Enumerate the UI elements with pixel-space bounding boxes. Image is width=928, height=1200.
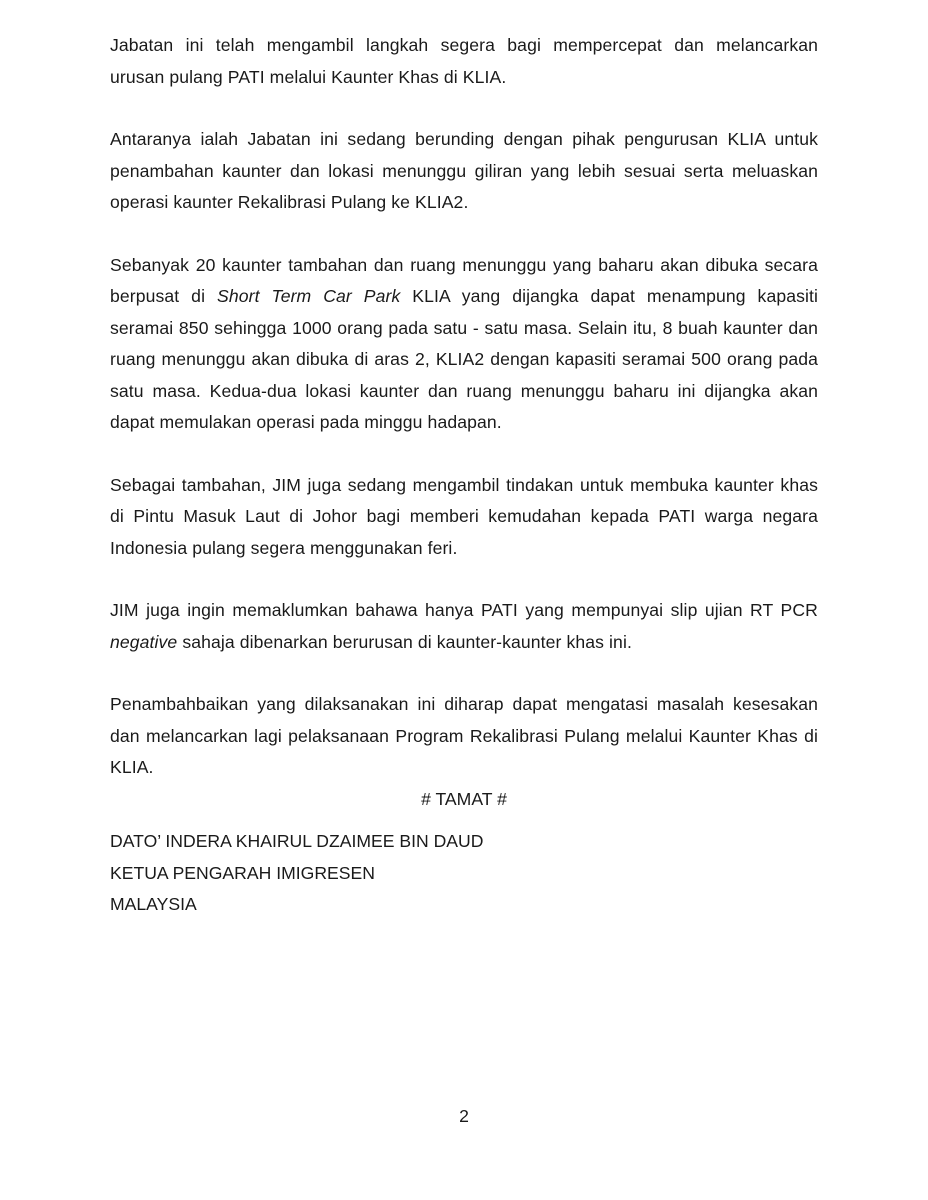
paragraph-line: [110, 721, 818, 753]
paragraph: [110, 470, 818, 565]
paragraph-line: [110, 689, 818, 721]
signatory-title: KETUA PENGARAH IMIGRESEN: [110, 862, 375, 883]
paragraph: [110, 595, 818, 658]
paragraph-line: [110, 344, 818, 376]
signatory-name: DATO’ INDERA KHAIRUL DZAIMEE BIN DAUD: [110, 831, 484, 851]
text-segment: operasi kaunter Rekalibrasi Pulang ke KLIA2.: [110, 192, 469, 212]
paragraph: [110, 250, 818, 439]
paragraph-line: [110, 407, 818, 439]
paragraph-line: [110, 30, 818, 62]
text-segment: seramai 850 sehingga 1000 orang pada satu - satu masa. Selain itu, 8 buah kaunter dan: [110, 317, 818, 338]
paragraph-line: [110, 124, 818, 156]
paragraph-line: [110, 533, 818, 565]
text-segment: Jabatan ini telah mengambil langkah segera bagi mempercepat dan melancarkan: [110, 35, 818, 55]
text-segment: Indonesia pulang segera menggunakan feri.: [110, 537, 458, 558]
text-segment: berpusat di: [110, 286, 217, 306]
paragraph-line: [110, 752, 818, 784]
paragraph: [110, 30, 818, 93]
paragraph: [110, 124, 818, 219]
text-segment: Sebagai tambahan, JIM juga sedang mengambil tindakan untuk membuka kaunter khas: [110, 474, 818, 495]
text-segment: KLIA yang dijangka dapat menampung kapasiti: [400, 286, 819, 306]
text-segment: Penambahbaikan yang dilaksanakan ini diharap dapat mengatasi masalah kesesakan: [110, 694, 818, 714]
signatory-country: MALAYSIA: [110, 894, 197, 914]
text-segment: urusan pulang PATI melalui Kaunter Khas di KLIA.: [110, 66, 507, 87]
text-segment: penambahan kaunter dan lokasi menunggu giliran yang lebih sesuai serta meluaskan: [110, 160, 818, 181]
paragraph: [110, 689, 818, 784]
paragraph-line: [110, 250, 818, 282]
text-segment: Antaranya ialah Jabatan ini sedang berunding dengan pihak pengurusan KLIA untuk: [110, 129, 818, 149]
italic-text: Short Term Car Park: [217, 286, 401, 306]
text-segment: di Pintu Masuk Laut di Johor bagi memberi kemudahan kepada PATI warga negara: [110, 506, 818, 526]
paragraph-line: [110, 313, 818, 345]
page-number: 2: [459, 1106, 469, 1126]
text-segment: ruang menunggu akan dibuka di aras 2, KLIA2 dengan kapasiti seramai 500 orang pada: [110, 349, 818, 369]
signature-block: [110, 826, 483, 921]
paragraph-line: [110, 470, 818, 502]
text-segment: dapat memulakan operasi pada minggu hadapan.: [110, 412, 502, 432]
text-segment: JIM juga ingin memaklumkan bahawa hanya PATI yang mempunyai slip ujian RT PCR: [110, 600, 818, 620]
paragraph-line: [110, 595, 818, 627]
text-segment: sahaja dibenarkan berurusan di kaunter-kaunter khas ini.: [177, 631, 632, 652]
paragraph-line: [110, 156, 818, 188]
press-release-body: [110, 30, 818, 815]
paragraph-line: [110, 62, 818, 94]
italic-text: negative: [110, 631, 178, 652]
paragraph-line: [110, 501, 818, 533]
text-segment: satu masa. Kedua-dua lokasi kaunter dan ruang menunggu baharu ini dijangka akan: [110, 380, 818, 401]
paragraph-line: [110, 376, 818, 408]
paragraph-line: [110, 627, 818, 659]
paragraph-line: [110, 187, 818, 219]
end-marker: # TAMAT #: [421, 789, 507, 809]
text-segment: KLIA.: [110, 757, 154, 777]
paragraph-line: [110, 281, 818, 313]
text-segment: Sebanyak 20 kaunter tambahan dan ruang menunggu yang baharu akan dibuka secara: [110, 254, 818, 275]
text-segment: dan melancarkan lagi pelaksanaan Program Rekalibrasi Pulang melalui Kaunter Khas di: [110, 725, 818, 746]
